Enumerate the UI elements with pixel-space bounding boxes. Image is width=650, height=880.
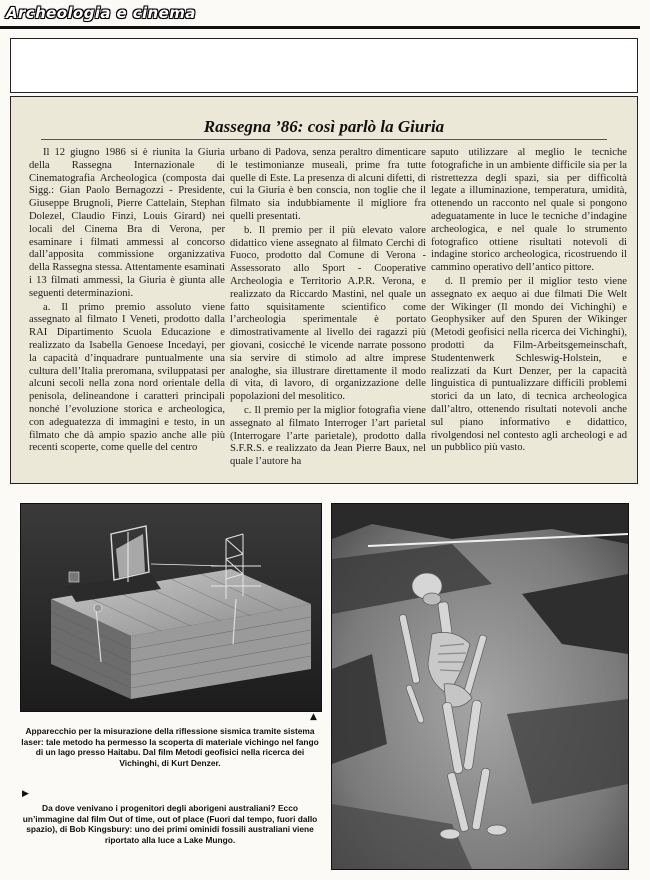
- section-title: Archeologia e cinema: [6, 4, 196, 22]
- paragraph: b. Il premio per il più elevato valore didattico viene assegnato al filmato Cerchi di Fuoco, prodotto dal Comune di Verona - Assessorato allo Sport - Cooperative Archeologia e Territorio A.P.R. Verona, e realizzato da Riccardo Mastini, nel quale un fatto squisitamente scientifico come l’archeologia sperimentale è portato dimostrativamente al livello dei ragazzi più giovani, cosicché le vicende narrate possono sia servire di stimolo ad altre imprese analoghe, sia illustrare direttamente il modo di vita, di lavoro, di organizzazione delle popolazioni del mesolitico.: [230, 224, 426, 403]
- review-column-3: [431, 147, 627, 456]
- paragraph: saputo utilizzare al meglio le tecniche fotografiche in un ambiente difficile sia per la ristrettezza degli spazi, sia per difficoltà legate a illuminazione, temperatura, umidità, ottenendo un racconto nel quale si pongono adeguatamente in luce le tecniche d’indagine archeologica, e nel quale lo strumento fotografico ottiene risultati notevoli di indagine storico archeologica, ricostruendo il cammino operativo dell’antico pittore.: [431, 147, 627, 274]
- paragraph: Il 12 giugno 1986 si è riunita la Giuria della Rassegna Internazionale di Cinematografia Archeologica (composta dai Sigg.: Gian Paolo Bernagozzi - Presidente, Giuseppe Brugnoli, Pierre Cattelain, Stephan Dolezel, Claudio Finzi, Louis Girard) nei locali del Cinema Bra di Verona, per esaminare i filmati ammessi al concorso dall’apposita commissione organizzativa della Rassegna stessa. Attentamente esaminati i 13 filmati ammessi, la Giuria è giunta alle seguenti determinazioni.: [29, 147, 225, 299]
- paragraph: a. Il primo premio assoluto viene assegnato al filmato I Veneti, prodotto dalla RAI Dipartimento Scuola Educazione e realizzato da Isabella Genoese Incedayi, per la capacità d’inquadrare puntualmente una cultura dell’Italia preromana, sviluppatasi per alcuni secoli nella zona nord orientale della penisola, delineandone i caratteri principali nonché l’evoluzione storica e archeologica, con adeguatezza di immagini e testo, in un filmato che dà ampio spazio anche alle più recenti scoperte, come quelle del centro: [29, 301, 225, 454]
- paragraph: urbano di Padova, senza peraltro dimenticare le testimonianze museali, prime fra tutte quelle di Este. La presenza di alcuni difetti, di cui la Giuria è ben conscia, non toglie che il filmato sia indubbiamente il migliore fra quelli presentati.: [230, 147, 426, 222]
- title-rule: [41, 139, 607, 140]
- caption-arrow-right: ▶: [22, 789, 29, 799]
- paragraph: c. Il premio per la miglior fotografia viene assegnato al filmato Interroger l’art parietal (Interrogare l’arte parietale), prodotto dalla S.F.R.S. e realizzato da Jean Pierre Baux, nel quale l’autore ha: [230, 404, 426, 468]
- review-column-2: [230, 147, 426, 470]
- empty-frame: [10, 38, 638, 93]
- seismic-apparatus-photo: [20, 503, 322, 712]
- paragraph: d. Il premio per il miglior testo viene assegnato ex aequo ai due filmati Die Welt der Wikinger (Il mondo dei Vichinghi) e Geophysiker auf den Spuren der Wikinger (Metodi geofisici nella ricerca dei Vichinghi), prodotti da Film-Arbeitsgemeinschaft, Studentenwerk Schleswig-Holstein, e realizzati da Kurt Denzer, per la capacità linguistica di puntualizzare difficili problemi storici da un lato, di tecnica archeologica dall’altro, ottenendo risultati notevoli anche sul piano informativo e didattico, rivolgendosi nel contesto agli archeologi e ad un pubblico più vasto.: [431, 275, 627, 454]
- caption-arrow-up: ▲: [310, 712, 317, 722]
- review-title: Rassegna ’86: così parlò la Giuria: [203, 117, 445, 136]
- jury-review-box: [10, 96, 638, 484]
- caption-fossil: Da dove venivano i progenitori degli aborigeni australiani? Ecco un’immagine dal film Out of time, out of place (Fuori dal tempo, fuori dallo spazio), di Bob Kingsbury: uno dei primi ominidi fossili australiani viene riportato alla luce a Lake Mungo.: [22, 803, 318, 845]
- review-column-1: [29, 147, 225, 456]
- section-header: [0, 0, 650, 30]
- header-rule: [0, 26, 640, 29]
- skeleton-excavation-photo: [331, 503, 629, 870]
- caption-seismic: Apparecchio per la misurazione della riflessione sismica tramite sistema laser: tale metodo ha permesso la scoperta di materiale vichingo nel fango di un lago presso Haitabu. Dal film Metodi geofisici nella ricerca dei Vichinghi, di Kurt Denzer.: [21, 726, 319, 768]
